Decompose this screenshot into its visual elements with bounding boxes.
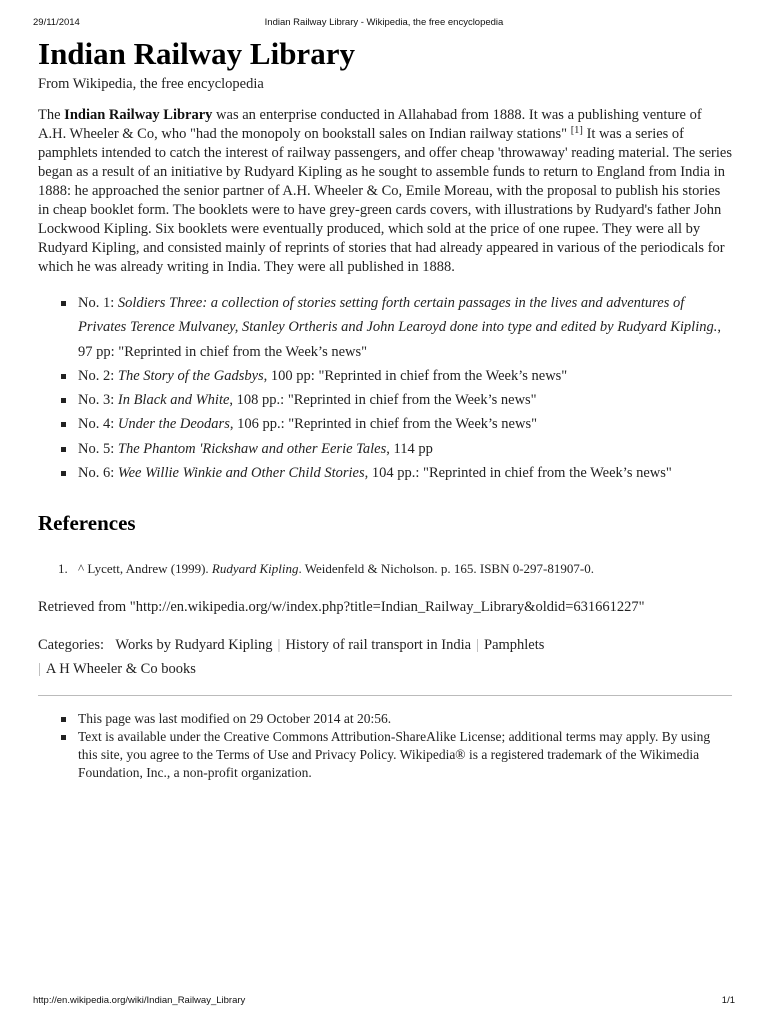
booklet-title: Under the Deodars xyxy=(117,416,230,433)
print-page-title: Indian Railway Library - Wikipedia, the free encyclopedia xyxy=(264,17,504,28)
booklet-number: No. 1: xyxy=(78,295,118,311)
booklet-title: The Story of the Gadsbys xyxy=(117,367,264,384)
category-link[interactable]: Pamphlets xyxy=(484,637,545,654)
list-item xyxy=(58,461,732,485)
booklet-title: In Black and White xyxy=(117,392,230,409)
categories-box xyxy=(38,633,732,681)
booklet-title: Soldiers Three: a collection of stories setting forth certain passages in the lives and adventures of Privates Terence Mulvaney, Stanley Ortheris and John Learoyd done into type and edited by Rudyard Kipling. xyxy=(78,295,718,336)
page-title: Indian Railway Library xyxy=(38,36,355,71)
list-item xyxy=(58,728,732,782)
references-heading: References xyxy=(38,511,136,536)
tagline: From Wikipedia, the free encyclopedia xyxy=(38,76,264,92)
booklet-list xyxy=(38,291,732,485)
footer-divider xyxy=(38,695,732,696)
reference-pre: ^ Lycett, Andrew (1999). xyxy=(78,561,212,577)
bullet-icon xyxy=(61,374,66,379)
license-text: Text is available under the Creative Commons Attribution-ShareAlike License; additional terms may apply. By using this site, you agree to the Terms of Use and Privacy Policy. Wikipedia® is a registered trademark of the Wikimedia Foundation, Inc., a non-profit organization. xyxy=(78,729,711,781)
category-link[interactable]: Works by Rudyard Kipling xyxy=(115,637,273,654)
category-separator: | xyxy=(38,661,41,678)
bullet-icon xyxy=(61,422,66,427)
booklet-details: , 100 pp: "Reprinted in chief from the Week’s news" xyxy=(263,367,568,384)
booklet-number: No. 6: xyxy=(78,465,118,482)
bullet-icon xyxy=(61,735,66,740)
reference-number: 1. xyxy=(58,561,68,577)
print-footer xyxy=(33,995,735,1009)
booklet-number: No. 4: xyxy=(78,416,118,433)
booklet-number: No. 2: xyxy=(78,367,118,384)
list-item xyxy=(58,364,732,388)
citation-link-1[interactable]: [1] xyxy=(570,125,583,136)
reference-item xyxy=(58,559,732,578)
footer-info xyxy=(38,710,732,782)
bullet-icon xyxy=(61,301,66,306)
list-item xyxy=(58,710,732,728)
categories-label: Categories: xyxy=(38,637,105,654)
intro-text-1: was an enterprise conducted in Allahabad from 1888. It was a publishing venture of A.H. Wheeler & Co, who "had the monopoly on bookstall sales on Indian railway stations" xyxy=(38,107,702,142)
intro-lead: The xyxy=(38,107,65,123)
intro-paragraph xyxy=(38,106,732,277)
list-item xyxy=(58,388,732,412)
category-separator: | xyxy=(476,637,479,654)
print-date: 29/11/2014 xyxy=(33,17,80,28)
category-link[interactable]: History of rail transport in India xyxy=(285,637,472,654)
print-url: http://en.wikipedia.org/wiki/Indian_Railway_Library xyxy=(33,995,246,1006)
bullet-icon xyxy=(61,447,66,452)
article-content xyxy=(38,36,732,782)
booklet-details: , 97 pp: "Reprinted in chief from the Week’s news" xyxy=(78,319,721,360)
booklet-details: , 104 pp.: "Reprinted in chief from the Week’s news" xyxy=(364,465,672,482)
print-page-number: 1/1 xyxy=(721,995,735,1006)
intro-bold-name: Indian Railway Library xyxy=(64,107,213,123)
reference-title: Rudyard Kipling xyxy=(211,561,299,577)
intro-text-2: It was a series of pamphlets intended to catch the interest of railway passengers, and offer cheap 'throwaway' reading material. The series began as a result of an initiative by Rudyard Kipling as he sought to assemble funds to return to England from India in 1888: he approached the senior partner of A.H. Wheeler & Co, Emile Moreau, with the proposal to publish his stories in cheap booklet form. The booklets were to have grey-green cards covers, with illustrations by Rudyard's father John Lockwood Kipling. Six booklets were eventually produced, which sold at the price of one rupee. They were all by Rudyard Kipling, and consisted mainly of reprints of stories that had already appeared in various of the periodicals for which he was already writing in India. They were all published in 1888. xyxy=(38,126,732,275)
booklet-number: No. 3: xyxy=(78,392,118,409)
list-item xyxy=(58,437,732,461)
bullet-icon xyxy=(61,471,66,476)
reference-post: . Weidenfeld & Nicholson. p. 165. ISBN 0-297-81907-0. xyxy=(298,561,594,577)
bullet-icon xyxy=(61,717,66,722)
bullet-icon xyxy=(61,398,66,403)
booklet-title: Wee Willie Winkie and Other Child Stories xyxy=(117,465,365,482)
booklet-number: No. 5: xyxy=(78,440,118,457)
retrieved-from: Retrieved from "http://en.wikipedia.org/w/index.php?title=Indian_Railway_Library&oldid=631661227" xyxy=(38,599,645,616)
booklet-title: The Phantom 'Rickshaw and other Eerie Tales xyxy=(117,440,387,457)
last-modified: This page was last modified on 29 October 2014 at 20:56. xyxy=(78,711,392,727)
booklet-details: , 114 pp xyxy=(386,440,433,457)
print-header xyxy=(33,17,735,31)
references-list xyxy=(38,559,732,578)
category-link[interactable]: A H Wheeler & Co books xyxy=(45,661,196,678)
list-item xyxy=(58,412,732,436)
category-separator: | xyxy=(277,637,281,654)
booklet-details: , 106 pp.: "Reprinted in chief from the Week’s news" xyxy=(229,416,538,433)
list-item xyxy=(58,291,732,364)
booklet-details: , 108 pp.: "Reprinted in chief from the Week’s news" xyxy=(229,392,537,409)
